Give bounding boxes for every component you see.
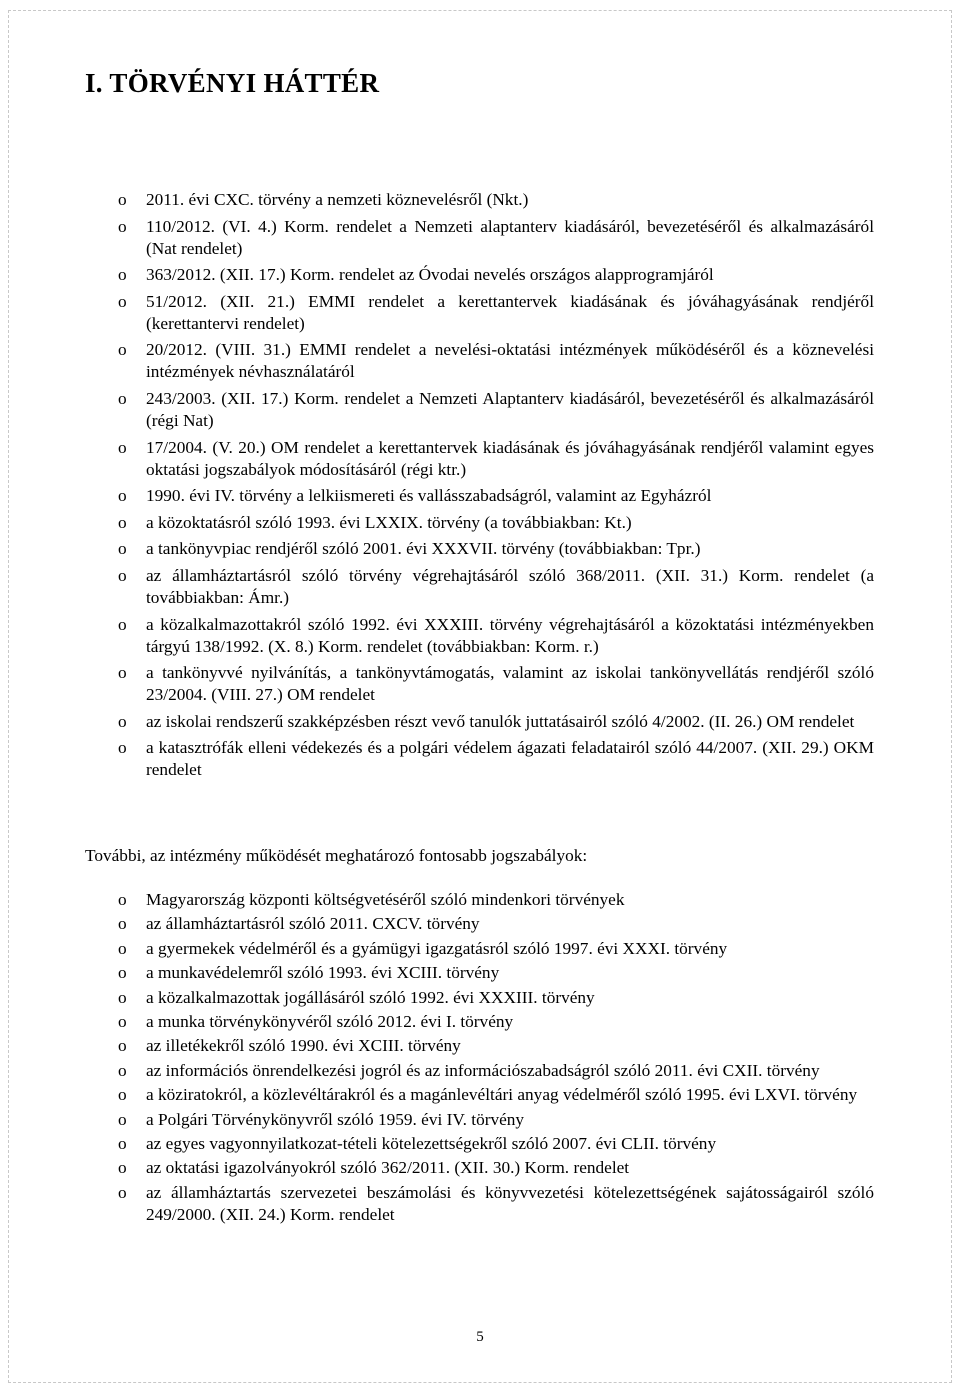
- bullet-marker: o: [118, 340, 127, 360]
- section-intro: További, az intézmény működését meghatározó fontosabb jogszabályok:: [85, 846, 588, 865]
- bullet-marker: o: [118, 1011, 127, 1031]
- list-item: [0, 711, 960, 733]
- bullet-marker: o: [118, 963, 127, 983]
- bullet-marker: o: [118, 890, 127, 909]
- list-item-text: 51/2012. (XII. 21.) EMMI rendelet a kerettantervek kiadásának és jóváhagyásának rendjéről (kerettantervi rendelet): [146, 291, 874, 333]
- additional-regulations-list: [0, 889, 960, 1228]
- bullet-marker: o: [118, 539, 127, 559]
- list-item-text: a tankönyvvé nyilvánítás, a tankönyvtámogatás, valamint az iskolai tankönyvellátás rendjéről szóló 23/2004. (VIII. 27.) OM rendelet: [146, 663, 874, 705]
- bullet-marker: o: [118, 565, 127, 585]
- list-item-text: a közalkalmazottak jogállásáról szóló 1992. évi XXXIII. törvény: [146, 987, 595, 1007]
- list-item-text: 243/2003. (XII. 17.) Korm. rendelet a Nemzeti Alaptanterv kiadásáról, bevezetéséről és alkalmazásáról (régi Nat): [146, 388, 874, 430]
- list-item: [0, 737, 960, 781]
- page-title: I. TÖRVÉNYI HÁTTÉR: [85, 68, 380, 98]
- list-item: [0, 1157, 960, 1179]
- bullet-marker: o: [118, 663, 127, 683]
- list-item: [0, 662, 960, 706]
- bullet-marker: o: [118, 1182, 127, 1202]
- bullet-marker: o: [118, 388, 127, 408]
- list-item: [0, 889, 960, 911]
- bullet-marker: o: [118, 486, 127, 506]
- bullet-marker: o: [118, 265, 127, 285]
- list-item-text: az iskolai rendszerű szakképzésben részt vevő tanulók juttatásairól szóló 4/2002. (II. 26.) OM rendelet: [146, 711, 855, 731]
- list-item-text: az államháztartásról szóló törvény végrehajtásáról szóló 368/2011. (XII. 31.) Korm. rendelet (a továbbiakban: Ámr.): [146, 565, 874, 607]
- bullet-marker: o: [118, 190, 127, 209]
- list-item: [0, 339, 960, 383]
- list-item-text: a köziratokról, a közlevéltárakról és a magánlevéltári anyag védelméről szóló 1995. évi LXVI. törvény: [146, 1085, 858, 1105]
- bullet-marker: o: [118, 1085, 127, 1105]
- page-number: 5: [476, 1329, 484, 1345]
- list-item: [0, 1182, 960, 1226]
- bullet-marker: o: [118, 711, 127, 731]
- bullet-marker: o: [118, 1109, 127, 1129]
- bullet-marker: o: [118, 437, 127, 457]
- list-item: [0, 962, 960, 984]
- list-item: [0, 1035, 960, 1057]
- list-item-text: 20/2012. (VIII. 31.) EMMI rendelet a nevelési-oktatási intézmények működéséről és a köznevelési intézmények névhasználatáról: [146, 340, 874, 382]
- list-item-text: az oktatási igazolványokról szóló 362/2011. (XII. 30.) Korm. rendelet: [146, 1158, 630, 1178]
- list-item-text: 2011. évi CXC. törvény a nemzeti köznevelésről (Nkt.): [146, 190, 529, 209]
- list-item-text: az egyes vagyonnyilatkozat-tételi kötelezettségekről szóló 2007. évi CLII. törvény: [146, 1133, 717, 1153]
- bullet-marker: o: [118, 1158, 127, 1178]
- list-item: [0, 388, 960, 432]
- list-item-text: 110/2012. (VI. 4.) Korm. rendelet a Nemzeti alaptanterv kiadásáról, bevezetéséről és alkalmazásáról (Nat rendelet): [146, 216, 874, 258]
- bullet-marker: o: [118, 938, 127, 958]
- bullet-marker: o: [118, 1060, 127, 1080]
- list-item-text: az információs önrendelkezési jogról és az információszabadságról szóló 2011. évi CXII. törvény: [146, 1060, 820, 1080]
- list-item: [0, 291, 960, 335]
- list-item: [0, 216, 960, 260]
- list-item-text: a gyermekek védelméről és a gyámügyi igazgatásról szóló 1997. évi XXXI. törvény: [146, 938, 728, 958]
- list-item: [0, 538, 960, 560]
- bullet-marker: o: [118, 1133, 127, 1153]
- bullet-marker: o: [118, 1036, 127, 1056]
- list-item: [0, 938, 960, 960]
- bullet-marker: o: [118, 738, 127, 758]
- list-item: [0, 913, 960, 935]
- list-item: [0, 1109, 960, 1131]
- list-item: [0, 485, 960, 507]
- list-item-text: a tankönyvpiac rendjéről szóló 2001. évi XXXVII. törvény (továbbiakban: Tpr.): [146, 539, 701, 559]
- legal-background-list: [0, 189, 960, 786]
- list-item-text: 17/2004. (V. 20.) OM rendelet a kerettantervek kiadásának és jóváhagyásának rendjéről valamint egyes oktatási jogszabályok módosításáról (régi ktr.): [146, 437, 874, 479]
- list-item: [0, 1133, 960, 1155]
- list-item-text: 1990. évi IV. törvény a lelkiismereti és vallásszabadságról, valamint az Egyházról: [146, 486, 712, 506]
- list-item-text: Magyarország központi költségvetéséről szóló mindenkori törvények: [146, 890, 625, 909]
- list-item-text: az államháztartásról szóló 2011. CXCV. törvény: [146, 914, 480, 934]
- list-item: [0, 987, 960, 1009]
- list-item-text: a munka törvénykönyvéről szóló 2012. évi I. törvény: [146, 1011, 514, 1031]
- list-item-text: a munkavédelemről szóló 1993. évi XCIII. törvény: [146, 963, 500, 983]
- list-item: [0, 1060, 960, 1082]
- list-item: [0, 512, 960, 534]
- list-item-text: a Polgári Törvénykönyvről szóló 1959. évi IV. törvény: [146, 1109, 525, 1129]
- list-item-text: a katasztrófák elleni védekezés és a polgári védelem ágazati feladatairól szóló 44/2007. (XII. 29.) OKM rendelet: [146, 738, 874, 780]
- list-item: [0, 565, 960, 609]
- bullet-marker: o: [118, 216, 127, 236]
- bullet-marker: o: [118, 614, 127, 634]
- list-item-text: a közalkalmazottakról szóló 1992. évi XXXIII. törvény végrehajtásáról a közoktatási intézményekben tárgyú 138/1992. (X. 8.) Korm. rendelet (továbbiakban: Korm. r.): [146, 614, 874, 656]
- list-item-text: 363/2012. (XII. 17.) Korm. rendelet az Óvodai nevelés országos alapprogramjáról: [146, 265, 714, 285]
- bullet-marker: o: [118, 291, 127, 311]
- list-item: [0, 1011, 960, 1033]
- list-item-text: az illetékekről szóló 1990. évi XCIII. törvény: [146, 1036, 461, 1056]
- list-item: [0, 437, 960, 481]
- list-item-text: a közoktatásról szóló 1993. évi LXXIX. törvény (a továbbiakban: Kt.): [146, 512, 632, 532]
- list-item: [0, 189, 960, 211]
- list-item: [0, 614, 960, 658]
- bullet-marker: o: [118, 987, 127, 1007]
- list-item: [0, 1084, 960, 1106]
- bullet-marker: o: [118, 512, 127, 532]
- list-item: [0, 264, 960, 286]
- bullet-marker: o: [118, 914, 127, 934]
- list-item-text: az államháztartás szervezetei beszámolási és könyvvezetési kötelezettségének sajátosságairól szóló 249/2000. (XII. 24.) Korm. rendelet: [146, 1182, 874, 1224]
